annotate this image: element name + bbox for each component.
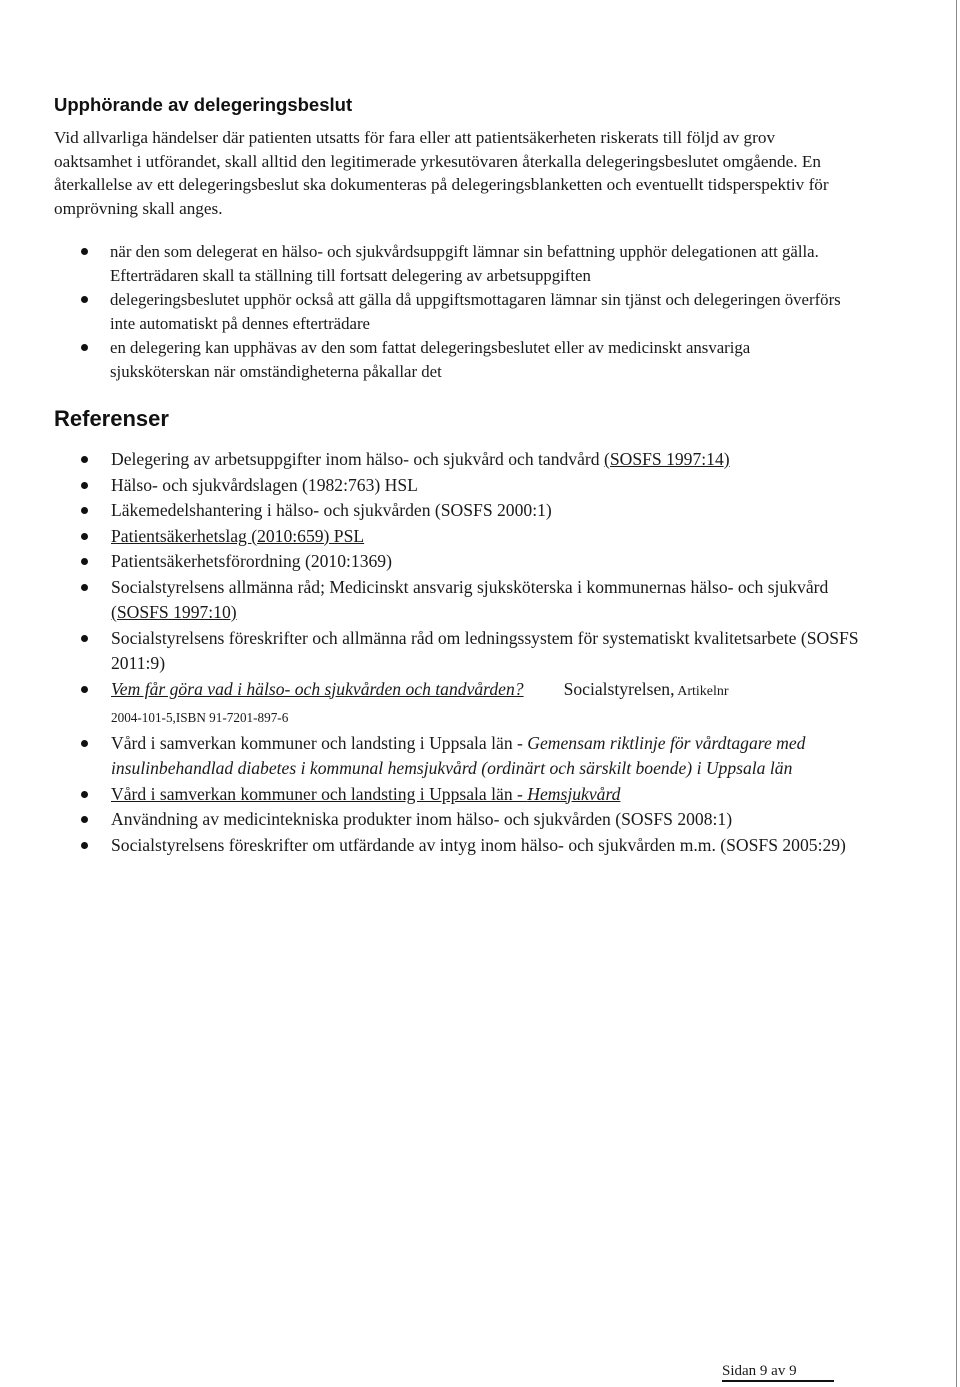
reference-publisher: Socialstyrelsen, <box>563 678 675 699</box>
reference-item <box>81 731 881 782</box>
reference-link[interactable]: (SOSFS 1997:10) <box>111 602 237 622</box>
reference-item: Användning av medicintekniska produkter inom hälso- och sjukvården (SOSFS 2008:1) <box>81 807 881 833</box>
termination-list <box>81 240 851 383</box>
reference-item: Hälso- och sjukvårdslagen (1982:763) HSL <box>81 473 881 499</box>
reference-item: Läkemedelshantering i hälso- och sjukvården (SOSFS 2000:1) <box>81 498 881 524</box>
section-heading-referenser: Referenser <box>54 406 169 431</box>
reference-text: Socialstyrelsens allmänna råd; Medicinskt ansvarig sjuksköterska i kommunernas hälso- och sjukvård <box>111 576 829 597</box>
section-heading-upphorande: Upphörande av delegeringsbeslut <box>54 94 353 115</box>
reference-item: Socialstyrelsens föreskrifter om utfärdande av intyg inom hälso- och sjukvården m.m. (SOSFS 2005:29) <box>81 833 881 859</box>
reference-text: Delegering av arbetsuppgifter inom hälso- och sjukvård och tandvård <box>111 449 604 469</box>
page-number: Sidan 9 av 9 <box>722 1362 834 1382</box>
list-item: delegeringsbeslutet upphör också att gälla då uppgiftsmottagaren lämnar sin tjänst och delegeringen överförs inte automatiskt på dennes efterträdare <box>81 288 851 335</box>
reference-item <box>81 447 881 473</box>
document-body <box>54 92 874 858</box>
intro-paragraph: Vid allvarliga händelser där patienten utsatts för fara eller att patientsäkerheten riskerats till följd av grov oaktsamhet i utförandet, skall alltid den legitimerade yrkesutövaren återkalla delegeringsbeslutet omgående. En återkallelse av ett delegeringsbeslut ska dokumenteras på delegeringsblanketten och eventuellt tidsperspektiv för omprövning skall anges. <box>54 128 829 218</box>
reference-link[interactable]: (SOSFS 1997:14) <box>603 449 730 469</box>
reference-item <box>81 677 881 731</box>
reference-item <box>81 524 881 550</box>
reference-link[interactable]: Vem får göra vad i hälso- och sjukvården och tandvården? <box>111 678 524 699</box>
reference-isbn: 2004-101-5,ISBN 91-7201-897-6 <box>111 710 289 725</box>
reference-link[interactable]: Patientsäkerhetslag (2010:659) PSL <box>111 525 365 546</box>
reference-text: Vård i samverkan kommuner och landsting i Uppsala län - <box>111 732 528 753</box>
reference-title: Gemensam riktlinje för vårdtagare med insulinbehandlad diabetes i kommunal hemsjukvård (ordinärt och särskilt boende) i Uppsala län <box>111 732 806 778</box>
reference-link[interactable]: Vård i samverkan kommuner och landsting i Uppsala län - <box>111 783 528 804</box>
reference-item: Socialstyrelsens föreskrifter och allmänna råd om ledningssystem för systematiskt kvalitetsarbete (SOSFS 2011:9) <box>81 626 881 677</box>
reference-item <box>81 575 881 626</box>
reference-item[interactable] <box>81 782 881 808</box>
reference-link-title[interactable]: Hemsjukvård <box>527 783 621 804</box>
reference-list <box>81 447 881 858</box>
reference-article-label: Artikelnr <box>674 683 729 699</box>
list-item: en delegering kan upphävas av den som fattat delegeringsbeslutet eller av medicinskt ansvariga sjuksköterskan när omständigheterna påkallar det <box>81 336 851 383</box>
reference-item: Patientsäkerhetsförordning (2010:1369) <box>81 549 881 575</box>
page-edge-line <box>956 0 957 1387</box>
list-item: när den som delegerat en hälso- och sjukvårdsuppgift lämnar sin befattning upphör delegationen att gälla. Efterträdaren skall ta ställning till fortsatt delegering av arbetsuppgiften <box>81 240 851 287</box>
